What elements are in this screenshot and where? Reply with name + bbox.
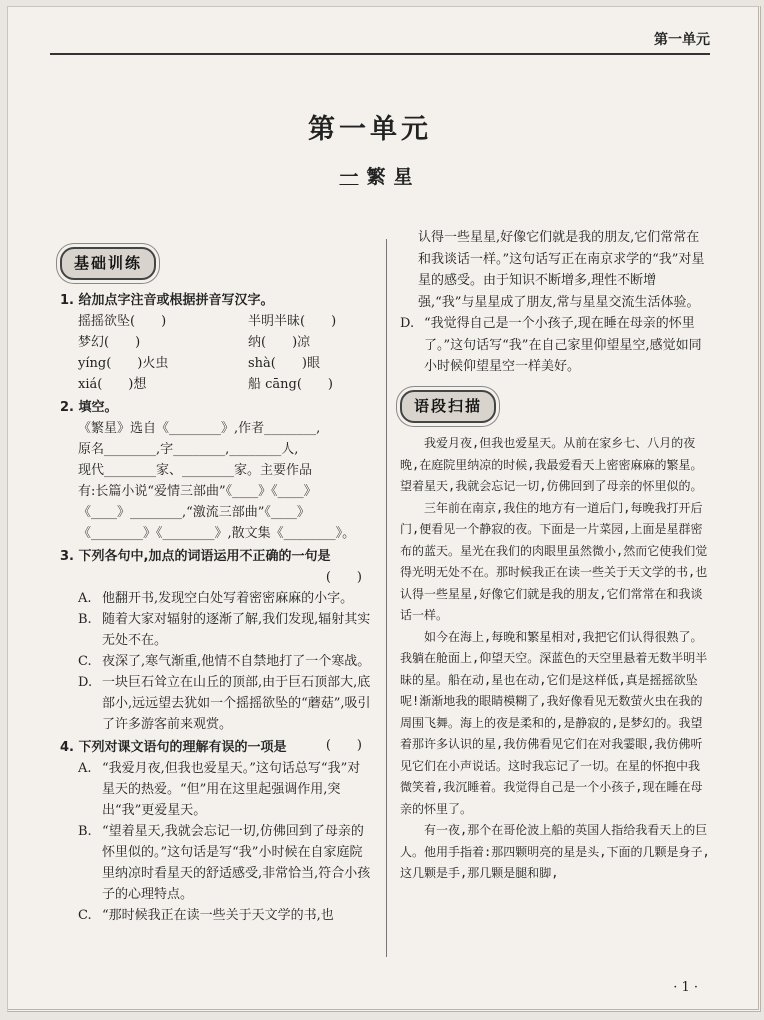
q4-option-c-continuation: 认得一些星星,好像它们就是我的朋友,它们常常在和我谈话一样。”这句话写正在南京求学的“我”对星星的感受。由于知识不断增多,理性不断增强,“我”与星星成了朋友,常与星星交流生活体验。: [418, 230, 705, 310]
option-letter: B.: [78, 824, 92, 839]
q1-item: 半明半昧( ): [248, 314, 337, 329]
option-letter: A.: [78, 761, 92, 776]
q1-item: shà( )眼: [248, 356, 320, 371]
q3-option-d: [60, 672, 372, 735]
question-2-lines: [60, 418, 372, 544]
q2-line: 原名________,字________,________人,: [78, 442, 299, 457]
q4-option-b: [60, 821, 372, 905]
option-text: 他翻开书,发现空白处写着密密麻麻的小字。: [102, 591, 354, 606]
option-text: “那时候我正在读一些关于天文学的书,也: [102, 908, 334, 923]
passage-paragraph: 有一夜,那个在哥伦波上船的英国人指给我看天上的巨人。他用手指着:那四颗明亮的星是头,下面的几颗是身子,这几颗是手,那几颗是腿和脚,: [400, 823, 710, 880]
question-1-stem: 1. 给加点字注音或根据拼音写汉字。: [60, 293, 274, 308]
passage-paragraph: 三年前在南京,我住的地方有一道后门,每晚我打开后门,便看见一个静寂的夜。下面是一片菜园,上面是星群密布的蓝天。星光在我们的肉眼里虽然微小,然而它使我们觉得光明无处不在。那时候我正在读一些关于天文学的书,也认得一些星星,好像它们就是我的朋友,它们常常在和我谈话一样。: [400, 500, 708, 622]
option-text: 随着大家对辐射的逐渐了解,我们发现,辐射其实无处不在。: [102, 612, 371, 648]
q1-item: 纳( )凉: [248, 335, 311, 350]
section-badge-passage-scan: 语段扫描: [400, 390, 496, 424]
q1-item: 梦幻( ): [78, 335, 141, 350]
question-4-answer-paren: ( ): [325, 738, 362, 753]
q2-line: 有:长篇小说“爱情三部曲”《____》《____》: [78, 484, 317, 499]
q3-option-c: [60, 651, 372, 672]
option-letter: C.: [78, 908, 92, 923]
q2-line: 《________》《________》,散文集《________》。: [78, 526, 356, 541]
right-column: [400, 227, 710, 885]
option-letter: D.: [78, 675, 93, 690]
option-letter: A.: [78, 591, 92, 606]
left-column: [60, 247, 372, 926]
lesson-number: 一: [339, 166, 359, 188]
running-header: 第一单元: [654, 32, 710, 48]
option-letter: C.: [78, 654, 92, 669]
section-badge-basic-training: 基础训练: [60, 247, 156, 280]
page: [7, 6, 761, 1012]
question-3-stem: 3. 下列各句中,加点的词语运用不正确的一句是: [60, 549, 331, 564]
lesson-title: [318, 162, 442, 189]
q4-option-d: [400, 313, 710, 378]
question-3-answer-paren: ( ): [325, 570, 362, 585]
question-1-items: [60, 311, 372, 395]
q1-item: xiá( )想: [78, 377, 147, 392]
option-text: 一块巨石耸立在山丘的顶部,由于巨石顶部大,底部小,远远望去犹如一个摇摇欲坠的“蘑菇”,吸引了许多游客前来观赏。: [102, 675, 371, 732]
page-number: · 1 ·: [673, 980, 698, 995]
q2-line: 《繁星》选自《________》,作者________,: [78, 421, 321, 436]
question-4-stem: 4. 下列对课文语句的理解有误的一项是: [60, 740, 287, 755]
option-text: “我爱月夜,但我也爱星天。”这句话总写“我”对星天的热爱。“但”用在这里起强调作用,突出“我”更爱星天。: [102, 761, 361, 818]
q3-option-b: [60, 609, 372, 651]
q1-item: yíng( )火虫: [78, 356, 169, 371]
question-2-stem: 2. 填空。: [60, 400, 118, 415]
option-letter: D.: [400, 316, 415, 331]
q1-item: 船 cāng( ): [248, 377, 334, 392]
q4-option-c: [60, 905, 372, 926]
q2-line: 现代________家、________家。主要作品: [78, 463, 313, 478]
option-text: 夜深了,寒气渐重,他情不自禁地打了一个寒战。: [102, 654, 371, 669]
passage-paragraph: 如今在海上,每晚和繁星相对,我把它们认得很熟了。我躺在舱面上,仰望天空。深蓝色的天空里悬着无数半明半昧的星。船在动,星也在动,它们是这样低,真是摇摇欲坠呢!渐渐地我的眼睛模糊了,我好像看见无数萤火虫在我的周围飞舞。海上的夜是柔和的,是静寂的,是梦幻的。我望着那许多认识的星,我仿佛看见它们在对我霎眼,我仿佛听见它们在小声说话。这时我忘记了一切。在星的怀抱中我微笑着,我沉睡着。我觉得自己是一个小孩子,现在睡在母亲的怀里了。: [400, 629, 708, 816]
q4-option-a: [60, 758, 372, 821]
option-letter: B.: [78, 612, 92, 627]
lesson-name: 繁星: [366, 166, 421, 188]
option-text: “我觉得自己是一个小孩子,现在睡在母亲的怀里了。”这句话写“我”在自己家里仰望星空,感觉如同小时候仰望星空一样美好。: [424, 316, 702, 374]
header-rule: [50, 53, 710, 55]
question-4-header: [60, 735, 372, 758]
q2-line: 《____》________,“激流三部曲”《____》: [78, 505, 310, 520]
option-text: “望着星天,我就会忘记一切,仿佛回到了母亲的怀里似的。”这句话是写“我”小时候在自家庭院里纳凉时看星天的舒适感受,非常恰当,符合小孩子的心理特点。: [102, 824, 371, 902]
passage-paragraph: 我爱月夜,但我也爱星天。从前在家乡七、八月的夜晚,在庭院里纳凉的时候,我最爱看天上密密麻麻的繁星。望着星天,我就会忘记一切,仿佛回到了母亲的怀里似的。: [400, 436, 703, 493]
unit-title: 第一单元: [308, 114, 432, 145]
q1-item: 摇摇欲坠( ): [78, 314, 167, 329]
q3-option-a: [60, 588, 372, 609]
